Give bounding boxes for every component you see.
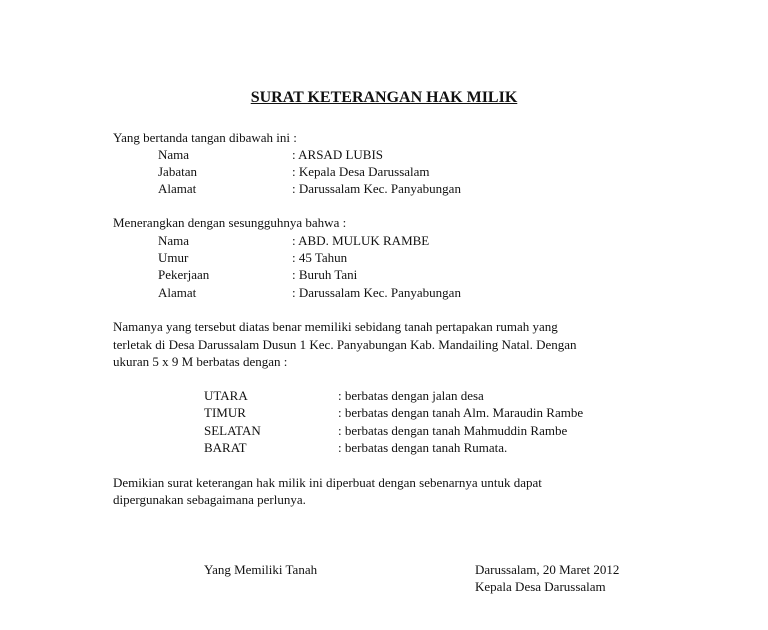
field-label: Pekerjaan (158, 267, 210, 282)
field-value: : 45 Tahun (292, 250, 348, 265)
boundary-value: : berbatas dengan tanah Mahmuddin Rambe (338, 423, 568, 438)
paragraph-line: Namanya yang tersebut diatas benar memiliki sebidang tanah pertapakan rumah yang (113, 319, 558, 334)
boundary-value: : berbatas dengan tanah Alm. Maraudin Rambe (338, 405, 584, 420)
field-label: Jabatan (158, 164, 197, 179)
paragraph-line: ukuran 5 x 9 M berbatas dengan : (113, 354, 288, 369)
boundary-label: BARAT (204, 440, 247, 455)
field-label: Nama (158, 233, 190, 248)
paragraph-line: terletak di Desa Darussalam Dusun 1 Kec. Panyabungan Kab. Mandailing Natal. Dengan (113, 337, 577, 352)
field-value: : Buruh Tani (292, 267, 358, 282)
boundary-label: SELATAN (204, 423, 261, 438)
field-value: : ABD. MULUK RAMBE (292, 233, 430, 248)
closing-line: Demikian surat keterangan hak milik ini diperbuat dengan sebenarnya untuk dapat (113, 475, 542, 490)
declaration-text: Menerangkan dengan sesungguhnya bahwa : (113, 215, 347, 230)
field-value: : Kepala Desa Darussalam (292, 164, 430, 179)
document-title: SURAT KETERANGAN HAK MILIK (250, 89, 518, 106)
field-label: Umur (158, 250, 189, 265)
boundary-label: UTARA (204, 388, 248, 403)
boundary-value: : berbatas dengan tanah Rumata. (338, 440, 508, 455)
field-label: Alamat (158, 285, 197, 300)
field-label: Nama (158, 147, 190, 162)
field-label: Alamat (158, 181, 197, 196)
closing-line: dipergunakan sebagaimana perlunya. (113, 492, 306, 507)
signature-right-title: Kepala Desa Darussalam (475, 579, 606, 594)
boundary-label: TIMUR (204, 405, 246, 420)
boundary-value: : berbatas dengan jalan desa (338, 388, 484, 403)
signature-date: Darussalam, 20 Maret 2012 (475, 562, 620, 577)
opening-text: Yang bertanda tangan dibawah ini : (113, 130, 297, 145)
field-value: : Darussalam Kec. Panyabungan (292, 285, 461, 300)
signature-left-label: Yang Memiliki Tanah (204, 562, 318, 577)
field-value: : ARSAD LUBIS (292, 147, 384, 162)
field-value: : Darussalam Kec. Panyabungan (292, 181, 461, 196)
